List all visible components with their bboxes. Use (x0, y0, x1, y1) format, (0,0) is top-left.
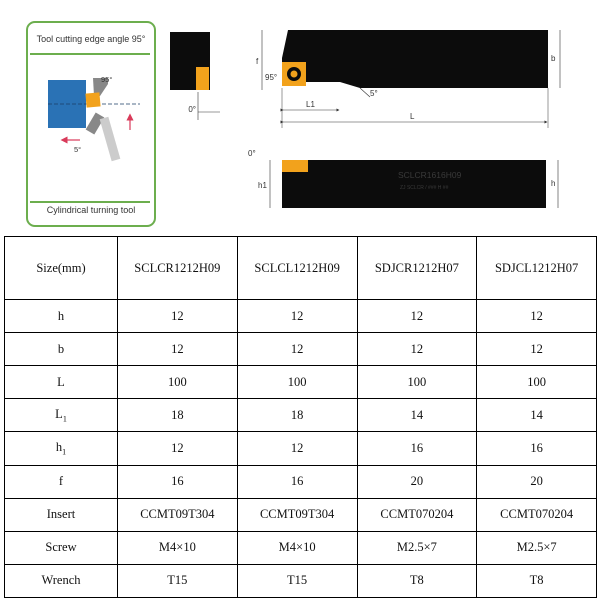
spec-table (4, 236, 597, 598)
row-label (5, 564, 118, 597)
workpiece-illustration (48, 75, 140, 160)
table-row (5, 366, 597, 399)
table-cell: 12 (237, 333, 357, 366)
dim-b-label: b (551, 54, 556, 63)
row-label-text: Screw (45, 540, 77, 555)
holder-side-insert (282, 160, 308, 172)
table-cell: 100 (237, 366, 357, 399)
row-label-text: Insert (46, 507, 76, 522)
table-cell: T15 (118, 564, 238, 597)
side-angle-0: 0° (248, 149, 256, 158)
row-label (5, 465, 118, 498)
row-label-subscript: 1 (62, 447, 67, 457)
holder-top-body (282, 30, 548, 88)
top-angle-95: 95° (265, 73, 278, 82)
table-cell: 20 (477, 465, 597, 498)
table-cell: T15 (237, 564, 357, 597)
table-cell: CCMT070204 (357, 498, 477, 531)
row-label-text: L (55, 407, 63, 422)
table-cell: 16 (237, 465, 357, 498)
table-row (5, 531, 597, 564)
table-cell: 12 (357, 333, 477, 366)
dim-h-label: h (551, 179, 556, 188)
holder-end-insert (196, 67, 209, 90)
table-cell: 14 (477, 399, 597, 432)
table-row (5, 333, 597, 366)
table-row (5, 300, 597, 333)
card-angle-5: 5° (74, 145, 82, 154)
table-cell: M2.5×7 (477, 531, 597, 564)
holder-side-view (248, 149, 558, 208)
table-row (5, 465, 597, 498)
table-cell: 12 (237, 300, 357, 333)
holder-marking: SCLCR1616H09 (398, 170, 462, 180)
dim-L1-label: L1 (306, 100, 315, 109)
table-cell: 16 (357, 432, 477, 465)
dim-L-label: L (410, 112, 415, 121)
table-cell: M2.5×7 (357, 531, 477, 564)
drawing-svg (0, 0, 600, 228)
row-label (5, 300, 118, 333)
header-model: SCLCL1212H09 (237, 237, 357, 300)
end-angle-0: 0° (188, 105, 196, 114)
table-cell: 12 (477, 300, 597, 333)
angle-5-line (360, 88, 370, 97)
table-row (5, 432, 597, 465)
row-label (5, 498, 118, 531)
row-label-text: L (57, 374, 65, 389)
card-caption: Cylindrical turning tool (46, 205, 136, 215)
holder-top-view (256, 30, 560, 128)
table-header-row (5, 237, 597, 300)
holder-end-view (170, 32, 220, 120)
table-row (5, 564, 597, 597)
top-angle-5: 5° (370, 89, 378, 98)
holder-marking-sub: ZJ SCLCR / ### H ## (400, 185, 449, 191)
technical-drawing (0, 0, 600, 228)
table-cell: 14 (357, 399, 477, 432)
row-label-subscript: 1 (62, 414, 67, 424)
dim-h1-label: h1 (258, 181, 267, 190)
header-model: SDJCR1212H07 (357, 237, 477, 300)
table-cell: 12 (118, 300, 238, 333)
table-cell: M4×10 (237, 531, 357, 564)
header-size-label: Size(mm) (5, 237, 118, 300)
card-title: Tool cutting edge angle 95° (36, 34, 146, 44)
table-cell: T8 (477, 564, 597, 597)
table-row (5, 498, 597, 531)
table-cell: T8 (357, 564, 477, 597)
row-label (5, 366, 118, 399)
row-label (5, 531, 118, 564)
row-label (5, 432, 118, 465)
table-cell: CCMT09T304 (118, 498, 238, 531)
header-model: SCLCR1212H09 (118, 237, 238, 300)
row-label-text: h (55, 440, 63, 455)
insert-small (85, 92, 100, 107)
table-cell: 16 (118, 465, 238, 498)
row-label (5, 333, 118, 366)
table-cell: 16 (477, 432, 597, 465)
table-cell: 100 (118, 366, 238, 399)
table-row (5, 399, 597, 432)
header-model: SDJCL1212H07 (477, 237, 597, 300)
table-cell: 18 (237, 399, 357, 432)
table-cell: 12 (118, 432, 238, 465)
dim-f-label: f (256, 57, 259, 66)
row-label (5, 399, 118, 432)
table-cell: 12 (357, 300, 477, 333)
insert-screw-inner (291, 71, 298, 78)
table-cell: 18 (118, 399, 238, 432)
holder-shank-small (90, 115, 100, 132)
row-label-text: h (57, 308, 65, 323)
table-cell: 100 (477, 366, 597, 399)
row-label-text: b (57, 341, 65, 356)
row-label-text: Wrench (41, 573, 81, 588)
table-cell: 12 (237, 432, 357, 465)
table-cell: 100 (357, 366, 477, 399)
table-cell: M4×10 (118, 531, 238, 564)
table-cell: 12 (118, 333, 238, 366)
table-cell: 12 (477, 333, 597, 366)
holder-body-small (104, 118, 116, 160)
holder-side-body (282, 160, 546, 208)
card-angle-95: 95° (101, 75, 113, 84)
table-cell: CCMT09T304 (237, 498, 357, 531)
row-label-text: f (58, 474, 64, 489)
table-cell: 20 (357, 465, 477, 498)
table-cell: CCMT070204 (477, 498, 597, 531)
